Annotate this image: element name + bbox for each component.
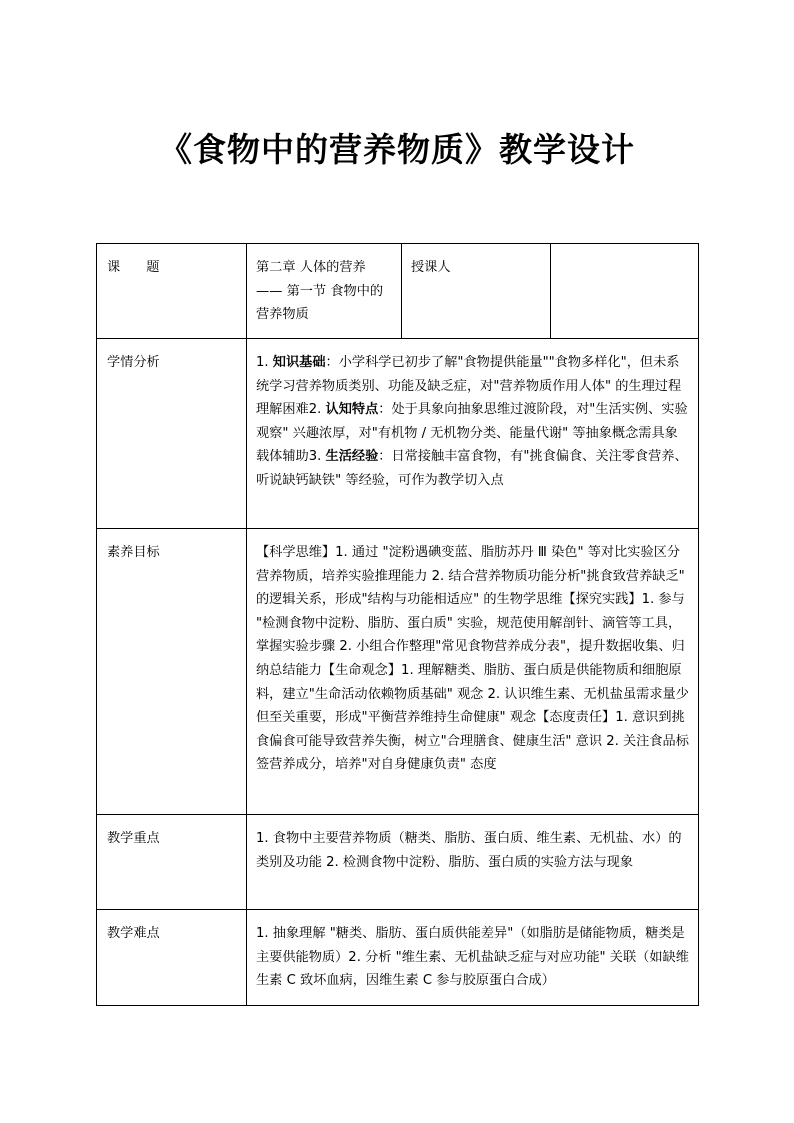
row-analysis bbox=[97, 339, 699, 529]
goals-text: 【科学思维】1. 通过 "淀粉遇碘变蓝、脂肪苏丹 Ⅲ 染色" 等对比实验区分营养物质，培养实验推理能力 2. 结合营养物质功能分析"挑食致营养缺乏" 的逻辑关系，形成"结构与功能相适应" 的生物学思维【探究实践】1. 参与 "检测食物中淀粉、脂肪、蛋白质" 实验，规范使用解剖针、滴管等工具，掌握实验步骤 2. 小组合作整理"常见食物营养成分表"，提升数据收集、归纳总结能力【生命观念】1. 理解糖类、脂肪、蛋白质是供能物质和细胞原料，建立"生命活动依赖物质基础" 观念 2. 认识维生素、无机盐虽需求量少但至关重要，形成"平衡营养维持生命健康" 观念【态度责任】1. 意识到挑食偏食可能导致营养失衡，树立"合理膳食、健康生活" 意识 2. 关注食品标签营养成分，培养"对自身健康负责" 态度 bbox=[256, 545, 689, 773]
topic-label-a: 课 bbox=[107, 260, 121, 275]
analysis-label-cell bbox=[97, 339, 247, 529]
analysis-item-1-number: 1. bbox=[256, 355, 273, 370]
analysis-value-cell bbox=[247, 339, 699, 529]
analysis-item-1-text: ：小学科学已初步了解"食物提供能量""食物多样化"，但未系统学习营养物质类别、功能及缺乏症，对"营养物质作用人体" 的生理过程理解困难 bbox=[256, 355, 682, 418]
page-title: 《食物中的营养物质》教学设计 bbox=[159, 130, 635, 169]
goals-label: 素养目标 bbox=[107, 545, 160, 560]
teacher-label: 授课人 bbox=[411, 260, 451, 275]
goals-value-cell bbox=[247, 529, 699, 815]
difficulties-label: 教学难点 bbox=[107, 926, 160, 941]
teacher-value-cell bbox=[551, 244, 699, 339]
key-points-value-cell bbox=[247, 815, 699, 910]
analysis-label: 学情分析 bbox=[107, 355, 160, 370]
topic-value-cell bbox=[247, 244, 402, 339]
row-difficulties bbox=[97, 910, 699, 1006]
analysis-item-2-number: 2. bbox=[308, 402, 326, 418]
analysis-item-1-heading: 知识基础 bbox=[272, 355, 326, 370]
row-topic bbox=[97, 244, 699, 339]
teacher-label-cell bbox=[402, 244, 551, 339]
row-goals bbox=[97, 529, 699, 815]
key-points-text: 1. 食物中主要营养物质（糖类、脂肪、蛋白质、维生素、无机盐、水）的类别及功能 2. 检测食物中淀粉、脂肪、蛋白质的实验方法与现象 bbox=[256, 831, 682, 870]
key-points-label: 教学重点 bbox=[107, 831, 160, 846]
analysis-item-2-heading: 认知特点 bbox=[325, 402, 379, 418]
lesson-plan-table bbox=[96, 243, 699, 1006]
topic-label-b: 题 bbox=[146, 260, 160, 275]
difficulties-text: 1. 抽象理解 "糖类、脂肪、蛋白质供能差异"（如脂肪是储能物质，糖类是主要供能物质）2. 分析 "维生素、无机盐缺乏症与对应功能" 关联（如缺维生素 C 致坏血病，因维生素 C 参与胶原蛋白合成） bbox=[256, 926, 689, 989]
topic-label-cell bbox=[97, 244, 247, 339]
row-key-points bbox=[97, 815, 699, 910]
difficulties-value-cell bbox=[247, 910, 699, 1006]
analysis-item-2-text: ：处于具象向抽象思维过渡阶段，对"生活实例、实验观察" 兴趣浓厚，对"有机物 / 无机物分类、能量代谢" 等抽象概念需具象载体辅助 bbox=[256, 402, 688, 465]
analysis-item-3-heading: 生活经验 bbox=[325, 449, 379, 465]
difficulties-label-cell bbox=[97, 910, 247, 1006]
goals-label-cell bbox=[97, 529, 247, 815]
key-points-label-cell bbox=[97, 815, 247, 910]
analysis-item-3-text: ：日常接触丰富食物，有"挑食偏食、关注零食营养、听说缺钙缺铁" 等经验，可作为教学切入点 bbox=[256, 449, 688, 488]
topic-value: 第二章 人体的营养 —— 第一节 食物中的营养物质 bbox=[256, 260, 384, 323]
analysis-item-3-number: 3. bbox=[308, 449, 326, 465]
